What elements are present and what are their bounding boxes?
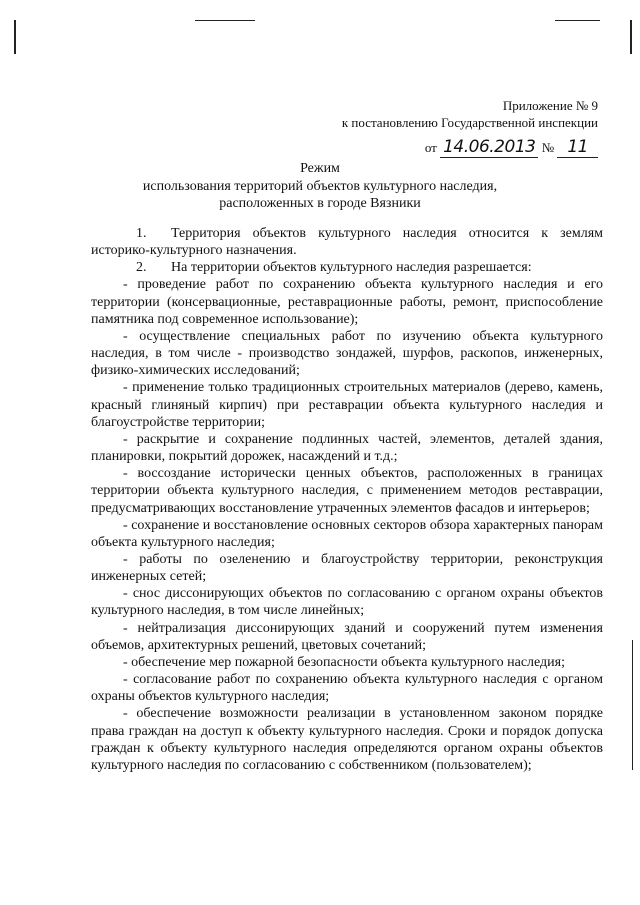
handwritten-date: 14.06.2013 xyxy=(440,137,538,158)
title-line-3: расположенных в городе Вязники xyxy=(219,196,421,211)
appendix-label: Приложение № 9 xyxy=(502,98,598,113)
date-number-line xyxy=(425,137,598,157)
title-line-2: использования территорий объектов культурного наследия, xyxy=(142,179,498,194)
list-item: - обеспечение возможности реализации в установленном законом порядке права граждан на доступ к объекту культурного наследия. Сроки и порядок допуска граждан к объекту культурного наследия определяются органом охраны объектов культурного наследия по согласованию с собственником (пользователем); xyxy=(91,706,603,773)
scan-artifact-top-left xyxy=(195,20,255,21)
scan-artifact-right-edge xyxy=(630,20,632,54)
list-item: - воссоздание исторически ценных объектов, расположенных в границах территории объекта культурного наследия, с применением методов реставрации, предусматривающих восстановление утраченных элементов фасадов и интерьеров; xyxy=(91,466,603,516)
resolution-label: к постановлению Государственной инспекции xyxy=(341,115,598,130)
list-item: - проведение работ по сохранению объекта культурного наследия и его территории (консервационные, реставрационные работы, ремонт, приспособление памятника под современное использование); xyxy=(91,277,603,327)
number-prefix: № xyxy=(541,140,555,155)
list-item: - применение только традиционных строительных материалов (дерево, камень, красный глиняный кирпич) при реставрации объекта культурного наследия и благоустройстве территории; xyxy=(91,380,603,430)
list-item: - обеспечение мер пожарной безопасности объекта культурного наследия; xyxy=(123,654,566,670)
title-line-1: Режим xyxy=(300,161,340,176)
scan-artifact-left-edge xyxy=(14,20,16,54)
document-title xyxy=(0,160,640,212)
list-item: - осуществление специальных работ по изучению объекта культурного наследия, в том числе - производство зондажей, шурфов, раскопов, инженерных, физико-химических исследований; xyxy=(91,328,603,379)
scan-artifact-right-edge-lower xyxy=(632,640,633,770)
list-item: - раскрытие и сохранение подлинных частей, элементов, деталей здания, планировки, покрытий дорожек, насаждений и т.д.; xyxy=(91,431,603,465)
handwritten-number: 11 xyxy=(557,137,598,158)
list-item: - нейтрализация диссонирующих зданий и сооружений путем изменения объемов, архитектурных решений, цветовых сочетаний; xyxy=(91,620,603,653)
paragraph-1 xyxy=(91,225,603,259)
list-item: - снос диссонирующих объектов по согласованию с органом охраны объектов культурного наследия, в том числе линейных; xyxy=(91,586,603,619)
paragraph-2-text: На территории объектов культурного наследия разрешается: xyxy=(171,260,532,276)
paragraph-2 xyxy=(91,259,603,276)
paragraph-1-number: 1. xyxy=(136,226,147,241)
paragraph-1-text: Территория объектов культурного наследия относится к землям историко-культурного назначения. xyxy=(91,226,603,259)
date-prefix: от xyxy=(424,140,437,155)
list-item: - работы по озеленению и благоустройству территории, реконструкция инженерных сетей; xyxy=(91,551,603,585)
paragraph-2-number: 2. xyxy=(136,260,147,276)
list-item: - сохранение и восстановление основных секторов обзора характерных панорам объекта культурного наследия; xyxy=(91,517,603,550)
document-header xyxy=(342,97,598,131)
scan-artifact-top-right xyxy=(555,20,600,21)
list-item: - согласование работ по сохранению объекта культурного наследия с органом охраны объектов культурного наследия; xyxy=(91,672,603,705)
document-body xyxy=(91,225,603,774)
